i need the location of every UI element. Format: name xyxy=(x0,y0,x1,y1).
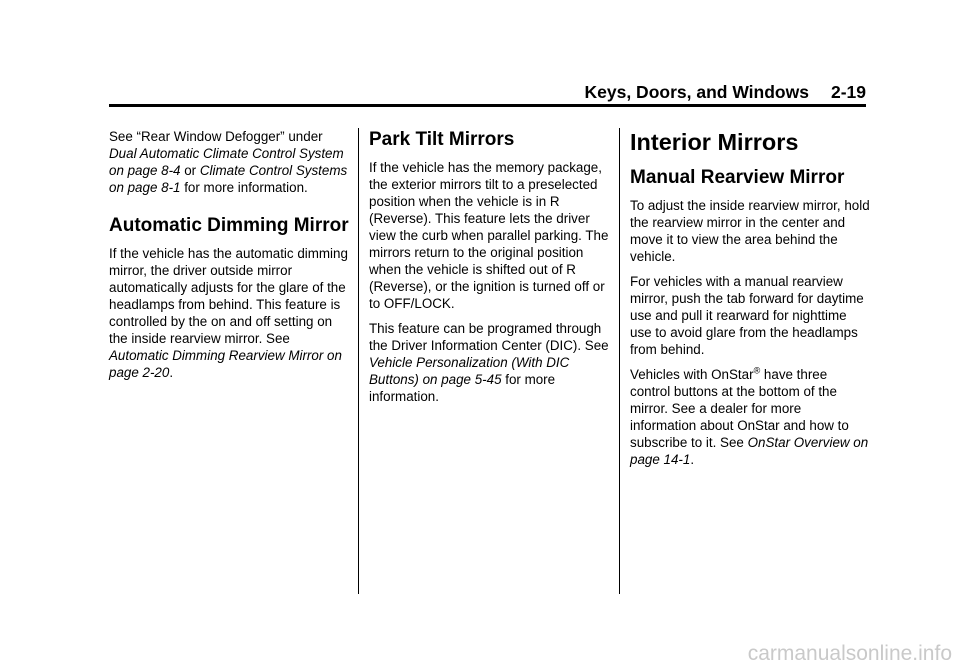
automatic-dimming-paragraph xyxy=(109,245,349,381)
column-1 xyxy=(109,128,349,389)
adjust-mirror-paragraph: To adjust the inside rearview mirror, hold the rearview mirror in the center and move it to view the area behind the vehicle. xyxy=(630,198,870,264)
text: for more information. xyxy=(180,180,308,195)
watermark: carmanualsonline.info xyxy=(747,642,952,665)
cross-reference-link[interactable]: OnStar Overview on page 14-1 xyxy=(630,435,869,467)
text: . xyxy=(169,365,174,380)
text: If the vehicle has the automatic dimming mirror, the driver outside mirror automatically adjusts for the glare of the headlamps from behind. This feature is controlled by the on and off setting on the inside rearview mirror. See xyxy=(109,246,348,346)
section-heading-manual-rearview-mirror: Manual Rearview Mirror xyxy=(630,167,845,188)
text: for more information. xyxy=(369,372,556,404)
cross-reference-link[interactable]: Vehicle Personalization (With DIC Buttons) on page 5-45 xyxy=(369,355,570,387)
cross-reference-link[interactable]: Automatic Dimming Rearview Mirror on page 2-20 xyxy=(109,348,342,380)
text: or xyxy=(180,163,200,178)
section-heading-automatic-dimming-mirror: Automatic Dimming Mirror xyxy=(109,215,349,236)
header-rule xyxy=(109,104,866,107)
cross-reference-link[interactable]: Climate Control Systems on page 8-1 xyxy=(109,163,348,195)
registered-mark: ® xyxy=(753,365,761,376)
cross-reference-link[interactable]: Dual Automatic Climate Control System on page 8-4 xyxy=(109,146,344,178)
section-heading-park-tilt-mirrors: Park Tilt Mirrors xyxy=(369,129,515,150)
chapter-heading-interior-mirrors: Interior Mirrors xyxy=(630,129,799,155)
column-divider xyxy=(619,128,620,594)
running-header xyxy=(0,81,866,103)
text: have three control buttons at the bottom of the mirror. See a dealer for more information about OnStar and how to subscribe to it. See xyxy=(630,367,849,450)
defogger-paragraph xyxy=(109,128,349,196)
text: This feature can be programed through the Driver Information Center (DIC). See xyxy=(369,321,609,353)
manual-mirror-paragraph: For vehicles with a manual rearview mirror, push the tab forward for daytime use and pull it rearward for nighttime use to avoid glare from the headlamps from behind. xyxy=(630,274,864,357)
text: See “Rear Window Defogger” under xyxy=(109,129,323,144)
page-number: 2-19 xyxy=(830,82,866,102)
text: Vehicles with OnStar xyxy=(630,367,754,382)
column-divider xyxy=(358,128,359,594)
onstar-paragraph xyxy=(630,366,870,468)
programming-paragraph xyxy=(369,320,609,405)
text: . xyxy=(690,452,695,467)
column-3 xyxy=(630,128,870,476)
column-2 xyxy=(369,128,609,413)
section-title: Keys, Doors, and Windows xyxy=(584,82,809,102)
park-tilt-paragraph: If the vehicle has the memory package, the exterior mirrors tilt to a preselected position when the vehicle is in R (Reverse). This feature lets the driver view the curb when parallel parking. The mirrors return to the original position when the vehicle is shifted out of R (Reverse), or the ignition is turned off or to OFF/LOCK. xyxy=(369,160,609,311)
